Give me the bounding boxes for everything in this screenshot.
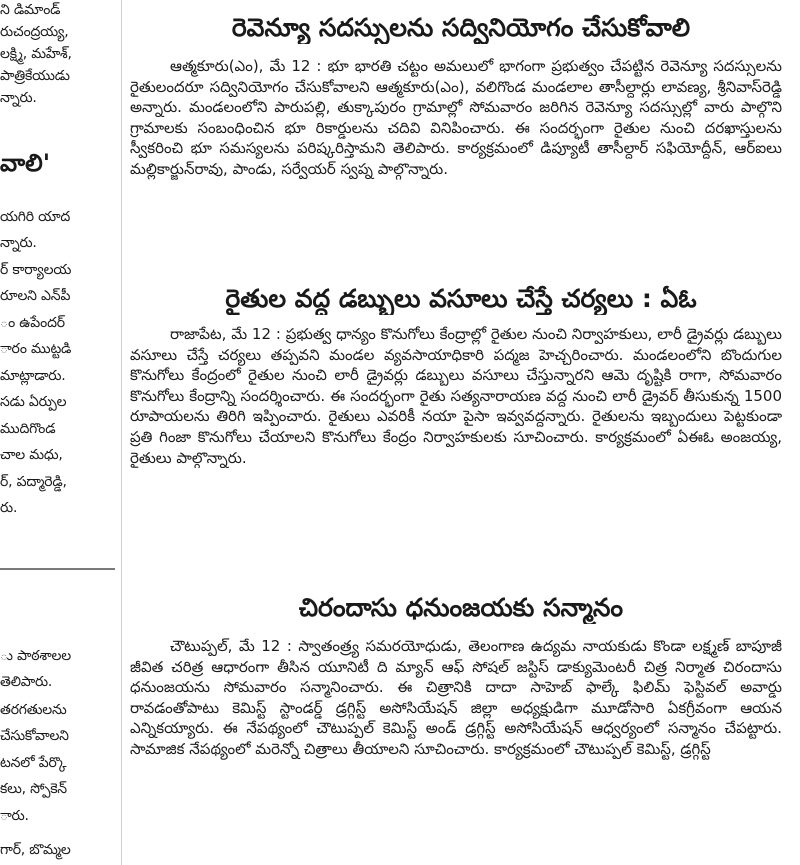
left-text-line: చాల మధు,	[0, 447, 63, 463]
left-text-line: పాత్రికేయుడు	[0, 68, 70, 84]
left-text-line: ు పాఠశాలల	[0, 648, 71, 664]
left-text-line: ర్, పద్మారెడ్డి,	[0, 474, 67, 490]
left-text-line: న్నారు.	[0, 90, 37, 106]
left-text-line: ర్ కార్యాలయ	[0, 262, 72, 278]
article-headline: రెవెన్యూ సదస్సులను సద్వినియోగం చేసుకోవాలి	[231, 13, 691, 42]
column-separator	[121, 0, 122, 865]
article-headline: చిరందాసు ధనుంజయకు సన్మానం	[298, 593, 624, 622]
left-text-line: కలు, స్పోకెన్	[0, 781, 67, 797]
left-text-line: ం ఉపేందర్	[0, 315, 65, 331]
article-body: చౌటుప్పల్, మే 12 : స్వాతంత్ర్య సమరయోధుడు, తెలంగాణ ఉద్యమ నాయకుడు కొండా లక్ష్మణ్ బాపూజీ జీవిత చరిత్ర ఆధారంగా తీసిన యూనిటీ ది మ్యాన్ ఆఫ్ సోషల్ జస్టిస్ డాక్యుమెంటరీ చిత్ర నిర్మాత చిరందాసు ధనుంజయను సోమవారం సన్మానించారు. ఈ చిత్రానికి దాదా సాహెబ్ ఫాల్కే ఫిలిమ్ ఫెస్టివల్ అవార్డు రావడంతోపాటు కెమిస్ట్ స్టాండర్డ్ డ్రగ్గిస్ట్ అసోసియేషన్ జిల్లా అధ్యక్షుడిగా మూడోసారి ఏకగ్రీవంగా ఆయన ఎన్నికయ్యారు. ఈ నేపథ్యంలో చౌటుప్పల్ కెమిస్ట్ అండ్ డ్రగ్గిస్ట్ అసోసియేషన్ ఆధ్వర్యంలో సన్మానం చేపట్టారు. సామాజిక నేపథ్యంలో మరెన్నో చిత్రాలు తీయాలని సూచించారు. కార్యక్రమంలో చౌటుప్పల్ కెమిస్ట్, డ్రగ్గిస్ట్	[130, 637, 782, 758]
left-text-line: ని డిమాండ్	[0, 2, 61, 18]
article-body: ఆత్మకూరు(ఎం), మే 12 : భూ భారతి చట్టం అమలులో భాగంగా ప్రభుత్వం చేపట్టిన రెవెన్యూ సదస్సులను రైతులందరూ సద్వినియోగం చేసుకోవాలని ఆత్మకూరు(ఎం), వలిగొండ మండలాల తాసీల్దార్లు లావణ్య, శ్రీనివాస్‌రెడ్డి అన్నారు. మండలంలోని పారుపల్లి, తుక్కాపురం గ్రామాల్లో సోమవారం జరిగిన రెవెన్యూ సదస్సుల్లో వారు పాల్గొని గ్రామాలకు సంబంధించిన భూ రికార్డులను చదివి వినిపించారు. ఈ సందర్భంగా రైతుల నుంచి దరఖాస్తులను స్వీకరించి భూ సమస్యలను పరిష్కరిస్తామని తెలిపారు. కార్యక్రమంలో డిప్యూటీ తాసీల్దార్ సఫియోద్దీన్, ఆర్‌ఐలు మల్లికార్జున్‌రావు, పాండు, సర్వేయర్ స్వప్న పాల్గొన్నారు.	[130, 57, 782, 178]
left-text-line: రుచంద్రయ్య,	[0, 24, 69, 40]
left-heading: వాలి'	[0, 149, 51, 177]
left-text-line: టనలో పేర్కొ	[0, 755, 67, 771]
left-text-line: గార్, బొమ్మల	[0, 842, 71, 858]
left-text-line: చేసుకోవాలని	[0, 728, 69, 744]
left-text-line: ముదిగొండ	[0, 421, 56, 437]
left-text-line: సడు ఏర్పుల	[0, 394, 67, 410]
left-text-line: తరగతులను	[0, 702, 67, 718]
right-column	[130, 0, 792, 865]
left-text-line: రూలని ఎన్‌పీ	[0, 288, 71, 304]
left-text-line: యగిరి యాద	[0, 209, 71, 225]
left-text-line: లక్ష్మి, మహేశ్,	[0, 46, 72, 62]
article-body: రాజాపేట, మే 12 : ప్రభుత్వ ధాన్యం కొనుగోలు కేంద్రాల్లో రైతుల నుంచి నిర్వాహకులు, లారీ డ్రైవర్లు డబ్బులు వసూలు చేస్తే చర్యలు తప్పవని మండల వ్యవసాయాధికారి పద్మజ హెచ్చరించారు. మండలంలోని బొందుగుల కొనుగోలు కేంద్రంలో రైతుల నుంచి లారీ డ్రైవర్లు డబ్బులు వసూలు చేస్తున్నారని ఆమె దృష్టికి రాగా, సోమవారం కొనుగోలు కేంద్రాన్ని సందర్శించారు. ఈ సందర్భంగా రైతు సత్యనారాయణ వద్ద నుంచి లారీ డ్రైవర్ తీసుకున్న 1500 రూపాయలను తిరిగి ఇప్పించారు. రైతులు ఎవరికీ నయా పైసా ఇవ్వవద్దన్నారు. రైతులను ఇబ్బందులు పెట్టకుండా ప్రతి గింజా కొనుగోలు చేయాలని కొనుగోలు కేంద్రం నిర్వాహకులకు సూచించారు. కార్యక్రమంలో ఏఈఓ అంజయ్య, రైతులు పాల్గొన్నారు.	[130, 325, 782, 467]
left-text-line: తెలిపారు.	[0, 674, 53, 690]
left-text-line: ారు.	[0, 808, 29, 824]
left-text-line: రు.	[0, 500, 18, 516]
left-text-line: మాట్లాడారు.	[0, 368, 66, 384]
column-divider-rule	[0, 568, 115, 570]
left-text-line: ారం ముట్టడి	[0, 341, 72, 357]
left-text-line: న్నారు.	[0, 235, 37, 251]
left-column	[0, 0, 115, 865]
article-headline: రైతుల వద్ద డబ్బులు వసూలు చేస్తే చర్యలు : ఏఓ	[225, 284, 697, 313]
